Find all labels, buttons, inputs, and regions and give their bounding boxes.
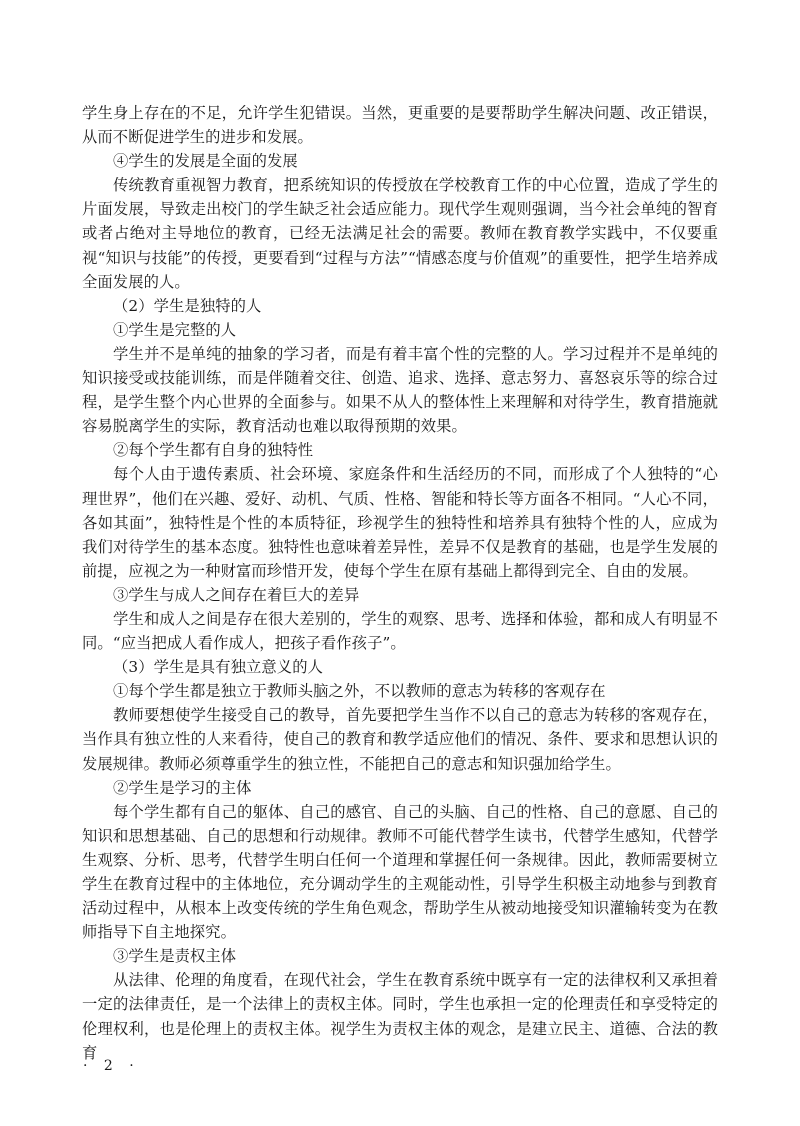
heading-independent-person: （3）学生是具有独立意义的人 xyxy=(113,658,323,677)
paragraph-rights-subject: 从法律、伦理的角度看，在现代社会，学生在教育系统中既享有一定的法律权利又承担着一定的法律责任，是一个法律上的责权主体。同时，学生也承担一定的伦理责任和享受特定的伦理权利，也是伦理上的责权主体。视学生为责权主体的观念，是建立民主、道德、合法的教育 xyxy=(82,971,718,1062)
paragraph-objective-existence: 教师要想使学生接受自己的教导，首先要把学生当作不以自己的意志为转移的客观存在，当作具有独立性的人来看待，使自己的教育和教学适应他们的情况、条件、要求和思想认识的发展规律。教师必须尊重学生的独立性，不能把自己的意志和知识强加给学生。 xyxy=(82,706,718,773)
paragraph-traditional-education: 传统教育重视智力教育，把系统知识的传授放在学校教育工作的中心位置，造成了学生的片面发展，导致走出校门的学生缺乏社会适应能力。现代学生观则强调，当今社会单纯的智育或者占绝对主导地位的教育，已经无法满足社会的需要。教师在教育教学实践中，不仅要重视“知识与技能”的传授，更要看到“过程与方法”“情感态度与价值观”的重要性，把学生培养成全面发展的人。 xyxy=(82,176,718,291)
heading-learning-subject: ②学生是学习的主体 xyxy=(113,778,252,797)
heading-unique-person: （2）学生是独特的人 xyxy=(113,296,262,315)
heading-comprehensive-development: ④学生的发展是全面的发展 xyxy=(113,152,298,171)
body-text xyxy=(82,101,718,1065)
heading-rights-subject: ③学生是责权主体 xyxy=(113,947,237,966)
heading-uniqueness: ②每个学生都有自身的独特性 xyxy=(113,441,314,460)
paragraph-1: 学生身上存在的不足，允许学生犯错误。当然，更重要的是要帮助学生解决问题、改正错误，从而不断促进学生的进步和发展。 xyxy=(82,104,718,147)
heading-adult-difference: ③学生与成人之间存在着巨大的差异 xyxy=(113,585,360,604)
paragraph-adult-difference: 学生和成人之间是存在很大差别的，学生的观察、思考、选择和体验，都和成人有明显不同。“应当把成人看作成人，把孩子看作孩子”。 xyxy=(82,609,718,653)
paragraph-complete-person: 学生并不是单纯的抽象的学习者，而是有着丰富个性的完整的人。学习过程并不是单纯的知识接受或技能训练，而是伴随着交往、创造、追求、选择、意志努力、喜怒哀乐等的综合过程，是学生整个内心世界的全面参与。如果不从人的整体性上来理解和对待学生，教育措施就容易脱离学生的实际，教育活动也难以取得预期的效果。 xyxy=(82,344,718,436)
page-number: · 2 · xyxy=(83,1058,140,1074)
paragraph-learning-subject: 每个学生都有自己的躯体、自己的感官、自己的头脑、自己的性格、自己的意愿、自己的知识和思想基础、自己的思想和行动规律。教师不可能代替学生读书，代替学生感知，代替学生观察、分析、思考，代替学生明白任何一个道理和掌握任何一条规律。因此，教师需要树立学生在教育过程中的主体地位，充分调动学生的主观能动性，引导学生积极主动地参与到教育活动过程中，从根本上改变传统的学生角色观念，帮助学生从被动地接受知识灌输转变为在教师指导下自主地探究。 xyxy=(82,802,718,942)
paragraph-uniqueness: 每个人由于遗传素质、社会环境、家庭条件和生活经历的不同，而形成了个人独特的“心理世界”，他们在兴趣、爱好、动机、气质、性格、智能和特长等方面各不相同。“人心不同，各如其面”，独特性是个性的本质特征，珍视学生的独特性和培养具有独特个性的人，应成为我们对待学生的基本态度。独特性也意味着差异性，差异不仅是教育的基础，也是学生发展的前提，应视之为一种财富而珍惜开发，使每个学生在原有基础上都得到完全、自由的发展。 xyxy=(82,465,718,580)
heading-complete-person: ①学生是完整的人 xyxy=(113,320,237,339)
heading-objective-existence: ①每个学生都是独立于教师头脑之外，不以教师的意志为转移的客观存在 xyxy=(113,682,606,701)
